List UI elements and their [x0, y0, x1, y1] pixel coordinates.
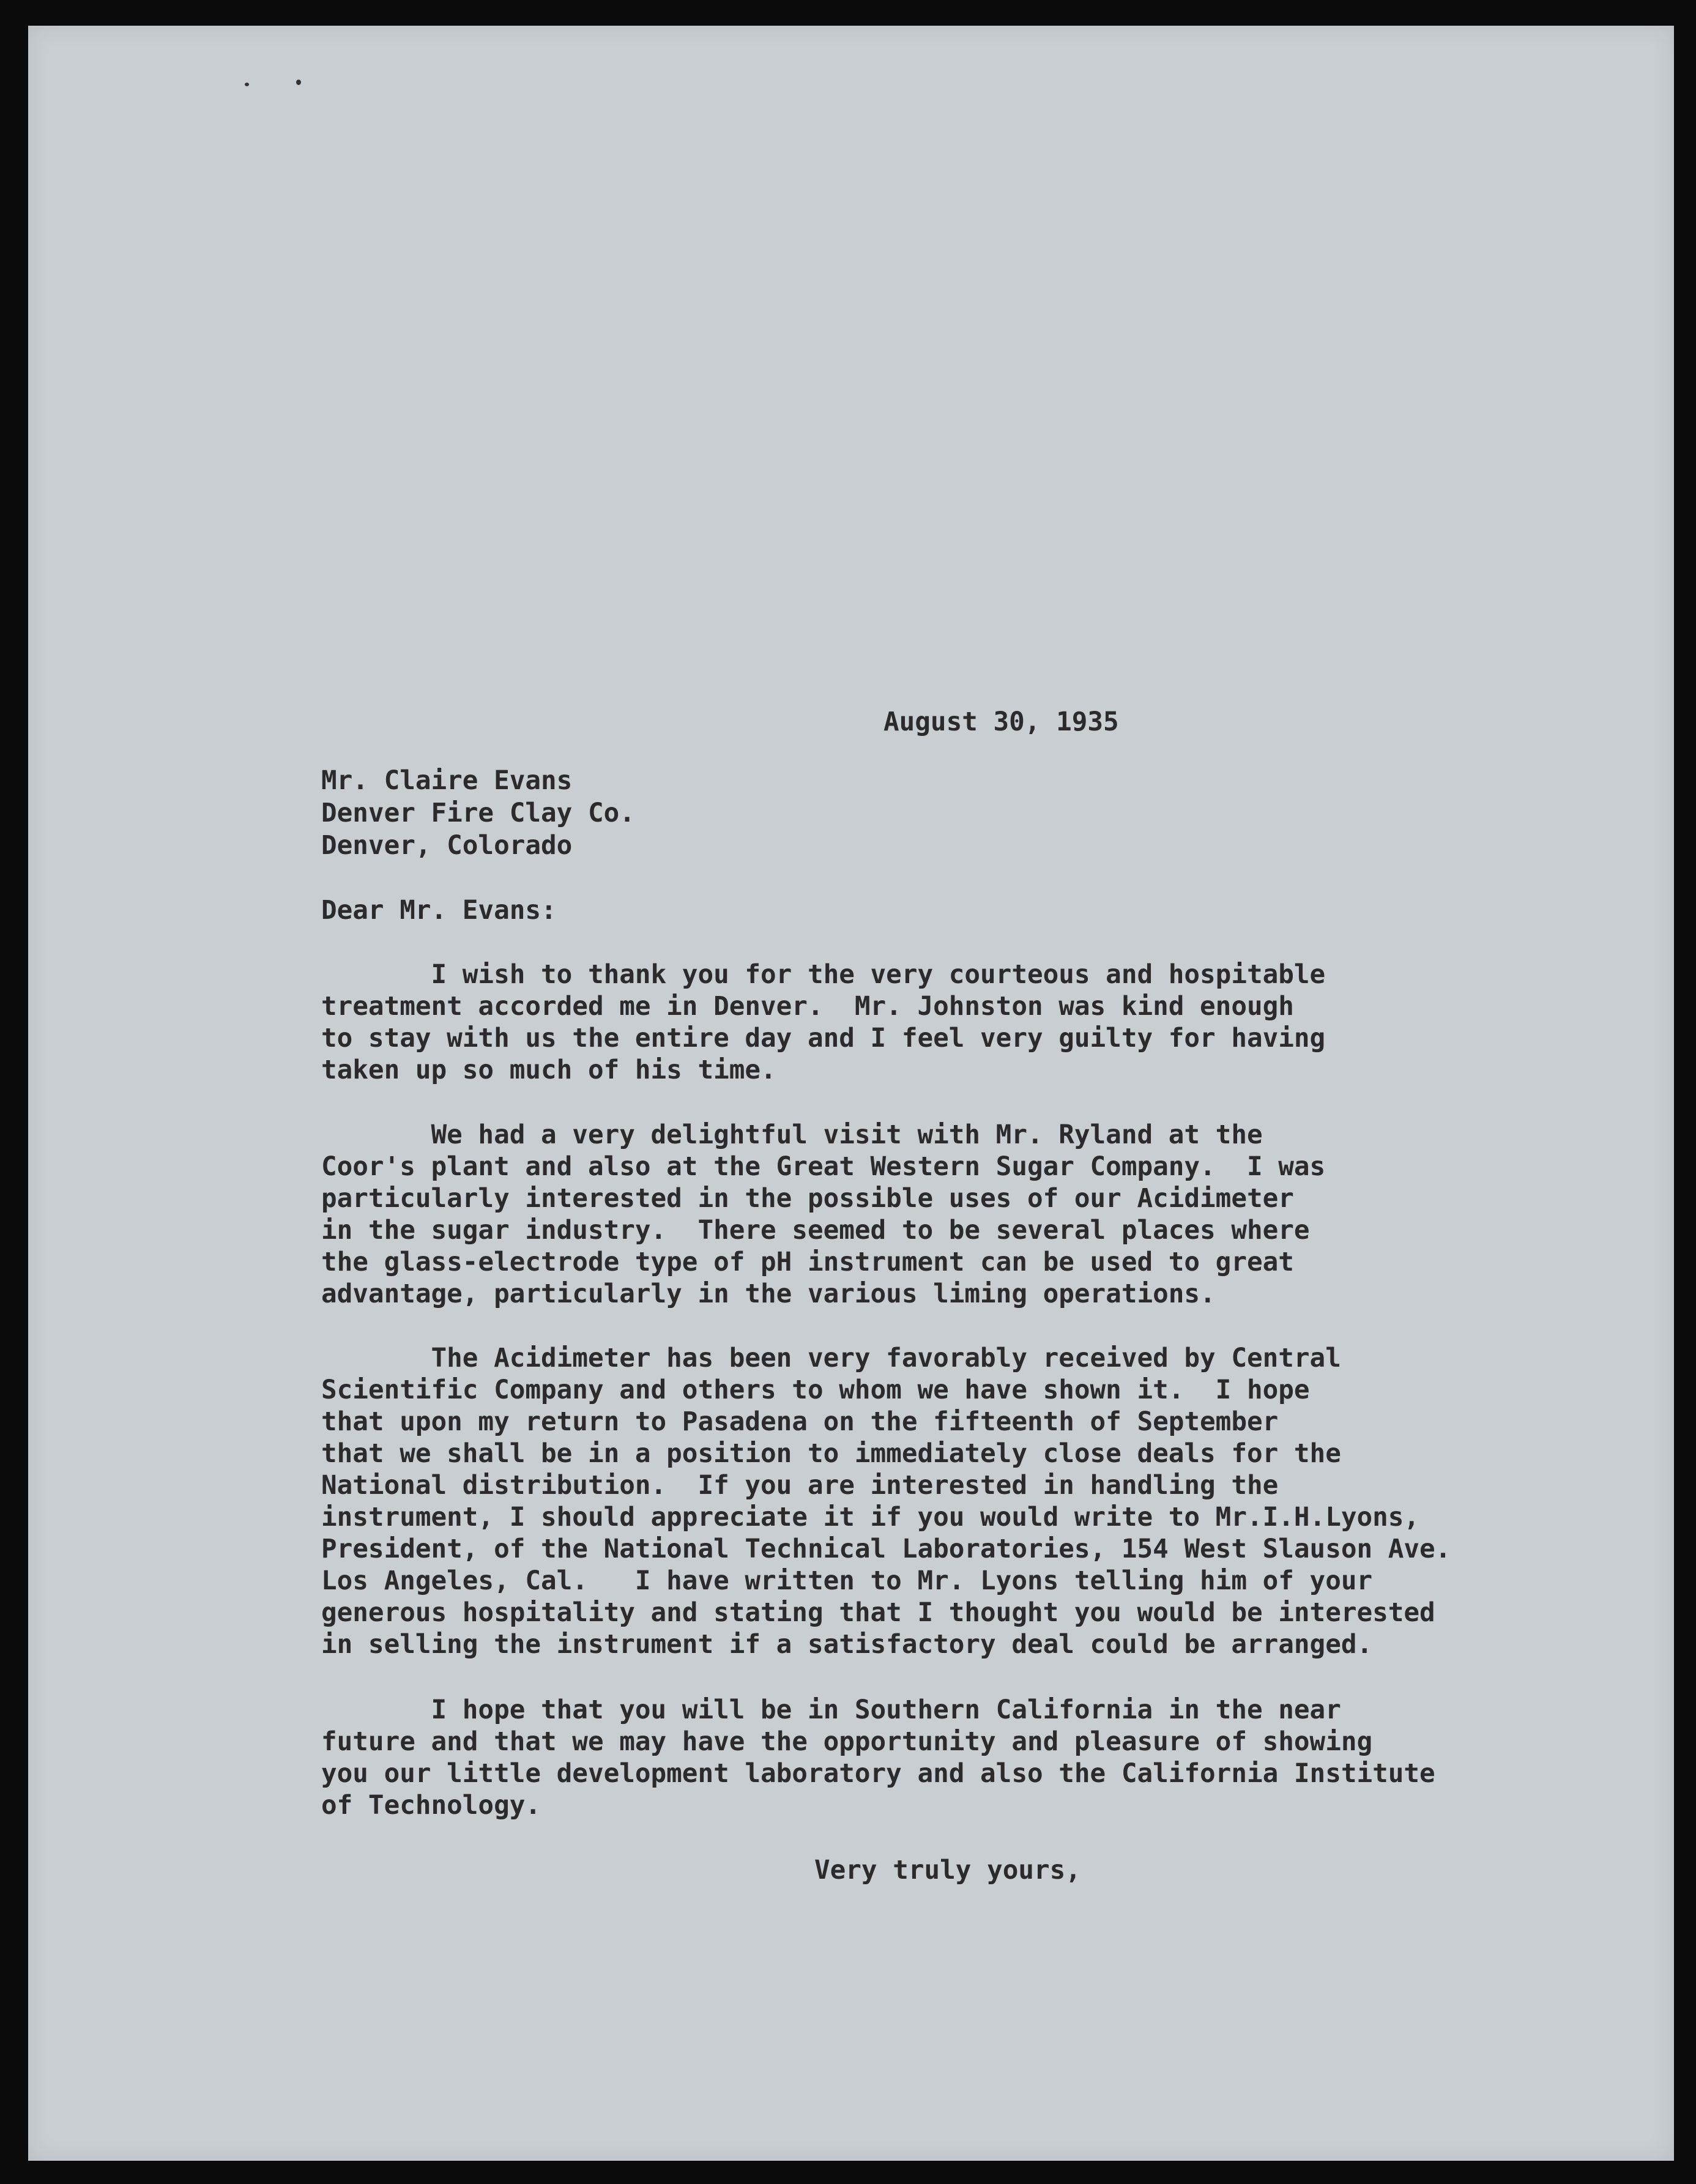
recipient-company: Denver Fire Clay Co.: [321, 798, 635, 828]
paragraph-line: you our little development laboratory and also the California Institute: [321, 1758, 1435, 1789]
salutation: Dear Mr. Evans:: [321, 895, 557, 926]
letter-page: [28, 26, 1674, 2161]
ink-speck: [245, 83, 249, 86]
paragraph-line: We had a very delightful visit with Mr. Ryland at the: [321, 1120, 1263, 1150]
ink-speck: [296, 80, 301, 85]
paragraph-line: instrument, I should appreciate it if you would write to Mr.I.H.Lyons,: [321, 1502, 1420, 1532]
paragraph-2: [321, 1120, 1326, 1331]
paragraph-line: Coor's plant and also at the Great Western Sugar Company. I was: [321, 1151, 1326, 1182]
paragraph-line: The Acidimeter has been very favorably received by Central: [321, 1343, 1341, 1373]
paragraph-line: I wish to thank you for the very courteous and hospitable: [321, 959, 1326, 990]
recipient-location: Denver, Colorado: [321, 830, 573, 861]
paragraph-line: treatment accorded me in Denver. Mr. Johnston was kind enough: [321, 991, 1294, 1022]
paragraph-line: generous hospitality and stating that I thought you would be interested: [321, 1597, 1435, 1628]
paragraph-line: future and that we may have the opportunity and pleasure of showing: [321, 1726, 1373, 1757]
paragraph-line: taken up so much of his time.: [321, 1055, 776, 1085]
recipient-name: Mr. Claire Evans: [321, 765, 573, 796]
paragraph-line: to stay with us the entire day and I feel very guilty for having: [321, 1023, 1326, 1053]
paragraph-line: in selling the instrument if a satisfactory deal could be arranged.: [321, 1629, 1373, 1660]
paragraph-line: in the sugar industry. There seemed to be several places where: [321, 1215, 1310, 1246]
paragraph-line: President, of the National Technical Laboratories, 154 West Slauson Ave.: [321, 1534, 1451, 1564]
paragraph-4: [321, 1695, 1435, 1854]
paragraph-line: the glass-electrode type of pH instrument can be used to great: [321, 1247, 1294, 1277]
paragraph-line: National distribution. If you are interested in handling the: [321, 1470, 1279, 1501]
paragraph-line: that upon my return to Pasadena on the fifteenth of September: [321, 1406, 1279, 1437]
paragraph-3: [321, 1343, 1451, 1660]
paragraph-line: particularly interested in the possible uses of our Acidimeter: [321, 1183, 1294, 1214]
paragraph-line: Scientific Company and others to whom we have shown it. I hope: [321, 1375, 1310, 1405]
paragraph-line: that we shall be in a position to immediately close deals for the: [321, 1438, 1341, 1469]
paragraph-line: of Technology.: [321, 1790, 541, 1821]
paragraph-1: [321, 959, 1326, 1118]
letter-date: August 30, 1935: [883, 707, 1119, 737]
paragraph-line: I hope that you will be in Southern California in the near: [321, 1695, 1341, 1725]
closing: Very truly yours,: [814, 1855, 1081, 1885]
paragraph-line: Los Angeles, Cal. I have written to Mr. Lyons telling him of your: [321, 1566, 1373, 1596]
paragraph-line: advantage, particularly in the various liming operations.: [321, 1279, 1216, 1309]
